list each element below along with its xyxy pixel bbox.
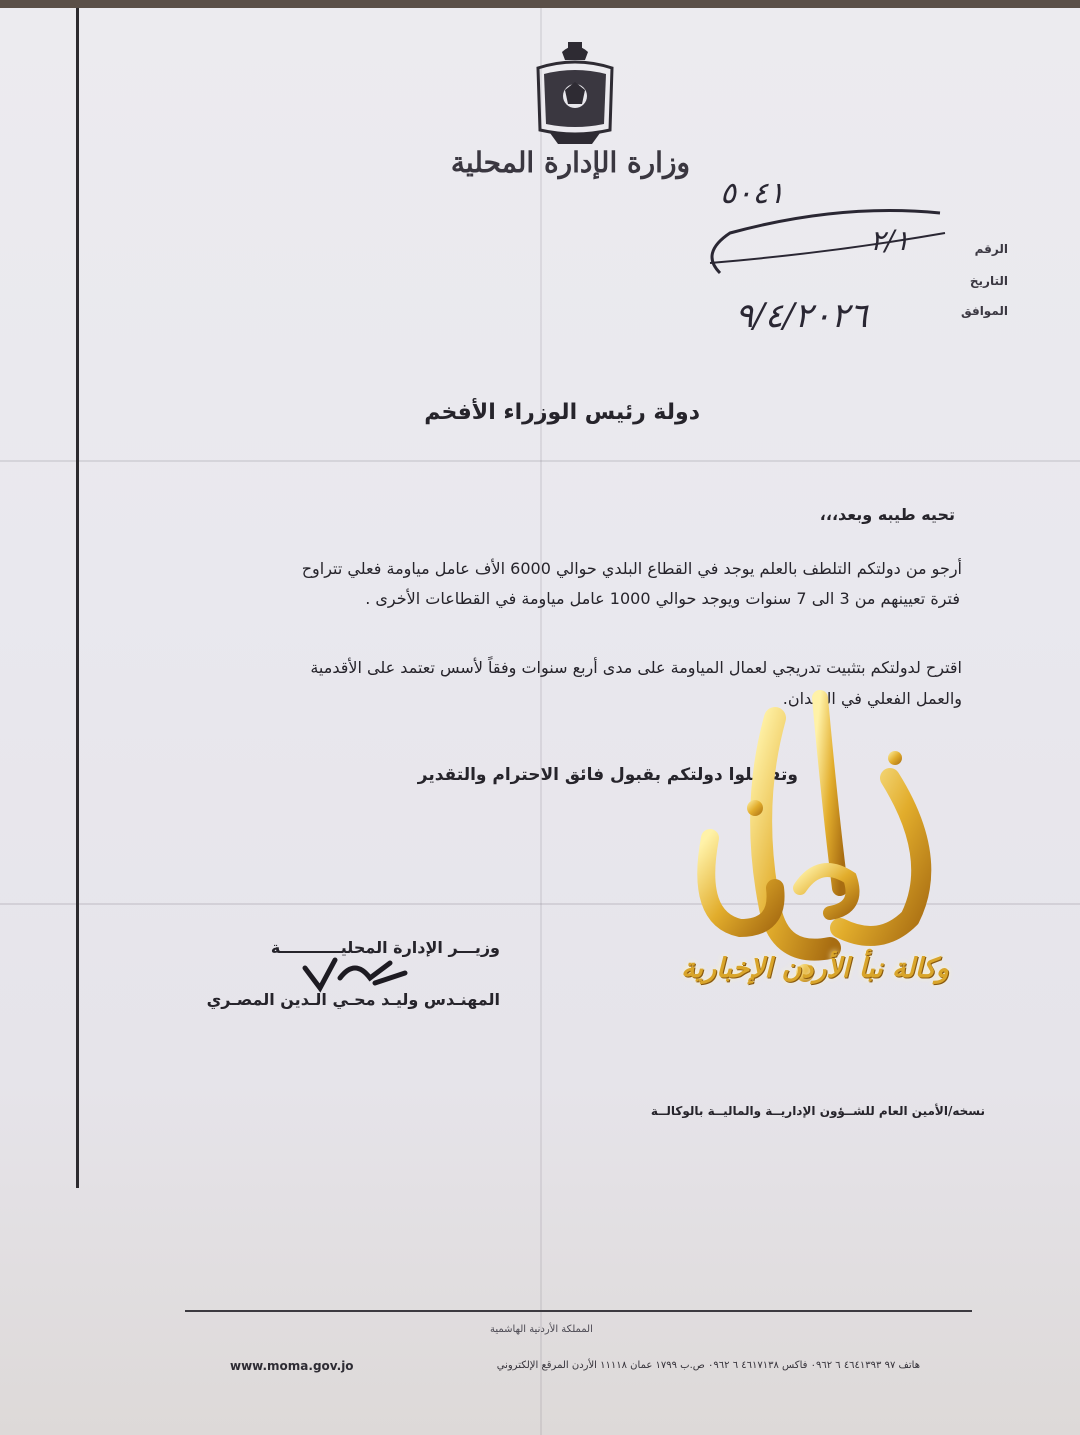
greeting: تحيه طيبه وبعد،،، [819,505,955,524]
addressee: دولة رئيس الوزراء الأفخم [424,400,700,425]
footer-contact: هاتف ٩٧ ٤٦٤١٣٩٣ ٦ ٠٩٦٢ فاكس ٤٦١٧١٣٨ ٦ ٠٩٦٢ ص.ب ١٧٩٩ عمان ١١١١٨ الأردن المرقع الإلكتروني [496,1360,920,1371]
handwritten-number: ٥٠٤١ [720,176,785,211]
handwritten-strokes [690,193,980,358]
paragraph-2-line-1: اقترح لدولتكم بتثبيت تدريجي لعمال المياومة على مدى أربع سنوات وفقاً لأسس تعتمد على الأقدمية [310,658,962,677]
closing-line: وتفضلوا دولتكم بقبول فائق الاحترام والتقدير [417,765,798,785]
paragraph-2-line-2: والعمل الفعلي في الميدان. [782,689,962,708]
footer-kingdom: المملكة الأردنية الهاشمية [490,1324,593,1335]
signature-scribble [300,948,410,998]
paper-fold [540,8,542,1435]
watermark-agency-text: وكالة نبأ الأردن الإخبارية [681,953,949,984]
letter-page [0,8,1080,1435]
handwritten-date: ٩/٤/٢٠٢٦ [735,296,868,336]
corresponding-label: الموافق [961,304,1008,318]
jordan-coat-of-arms-icon [530,38,620,148]
signature-name: المهنـدس وليـد محـي الـدين المصـري [206,990,500,1009]
watermark-logo-icon [680,688,955,998]
handwritten-ref: ٢/١ [870,224,910,257]
date-label: التاريخ [969,274,1008,288]
paragraph-1-line-1: أرجو من دولتكم التلطف بالعلم يوجد في القطاع البلدي حوالي 6000 الأف عامل مياومة فعلي تتراوح [301,559,962,578]
paper-edge-line [76,8,79,1188]
ministry-name: وزارة الإدارة المحلية [450,146,690,179]
footer-divider [185,1310,972,1312]
paragraph-1-line-2: فترة تعيينهم من 3 الى 7 سنوات ويوجد حوالي 1000 عامل مياومة في القطاعات الأخرى . [365,589,960,608]
footer-website: www.moma.gov.jo [230,1359,354,1373]
copy-note: نسخه/الأمين العام للشــؤون الإداريــة والماليــة بالوكالــة [650,1104,985,1118]
number-label: الرقم [974,242,1008,256]
signature-title: وزيـــر الإدارة المحليـــــــــــة [270,938,500,957]
